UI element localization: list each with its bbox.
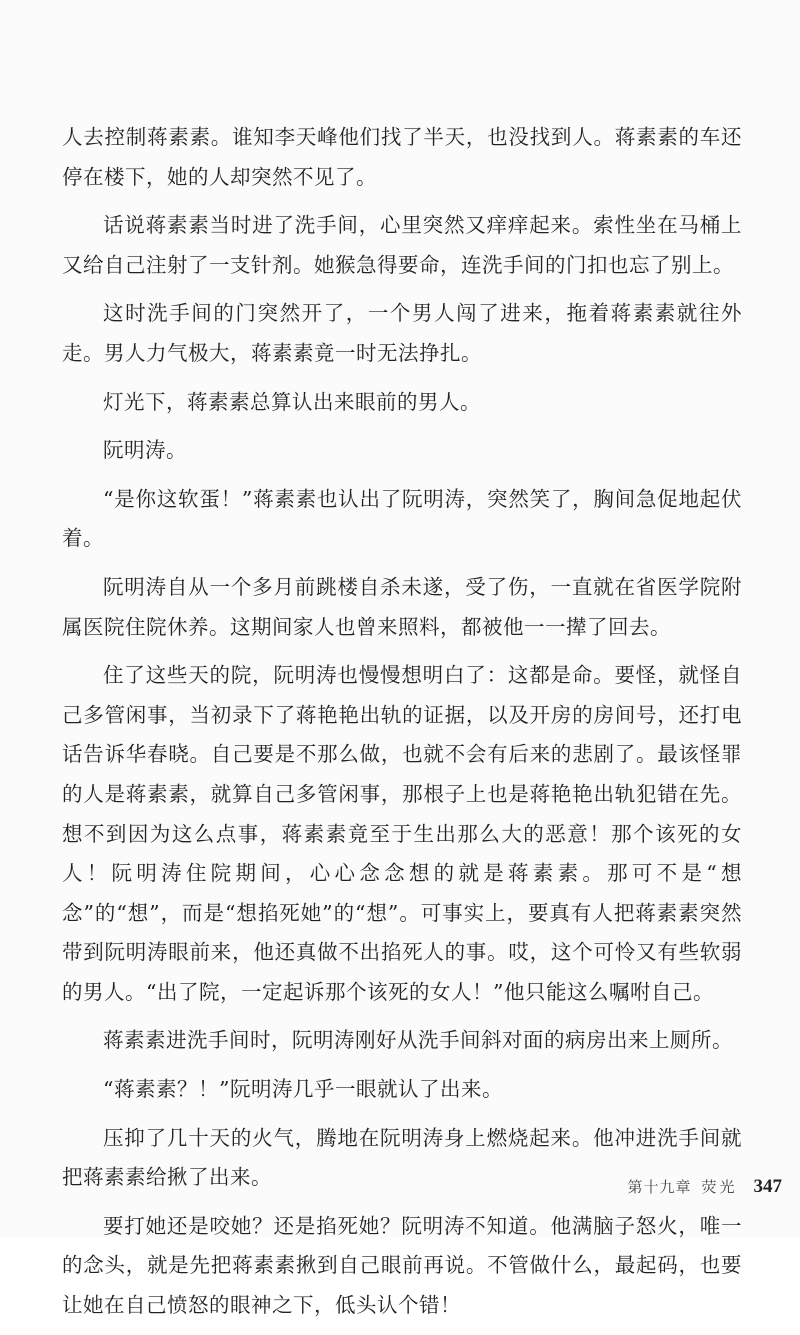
paragraph: 这时洗手间的门突然开了，一个男人闯了进来，拖着蒋素素就往外走。男人力气极大，蒋素素竟一时无法挣扎。 [62, 301, 742, 365]
body-text [62, 118, 742, 1335]
running-footer [627, 1176, 782, 1198]
paragraph: 阮明涛自从一个多月前跳楼自杀未遂，受了伤，一直就在省医学院附属医院住院休养。这期间家人也曾来照料，都被他一一撵了回去。 [62, 574, 742, 639]
paragraph: 话说蒋素素当时进了洗手间，心里突然又痒痒起来。索性坐在马桶上又给自己注射了一支针剂。她猴急得要命，连洗手间的门扣也忘了别上。 [62, 213, 742, 277]
paragraph: “是你这软蛋！”蒋素素也认出了阮明涛，突然笑了，胸间急促地起伏着。 [62, 486, 742, 551]
paragraph: 住了这些天的院，阮明涛也慢慢想明白了：这都是命。要怪，就怪自己多管闲事，当初录下了蒋艳艳出轨的证据，以及开房的房间号，还打电话告诉华春晓。自己要是不那么做，也就不会有后来的悲剧了。最该怪罪的人是蒋素素，就算自己多管闲事，那根子上也是蒋艳艳出轨犯错在先。想不到因为这么点事，蒋素素竟至于生出那么大的恶意！那个该死的女人！阮明涛住院期间，心心念念想的就是蒋素素。那可不是“想念”的“想”，而是“想掐死她”的“想”。可事实上，要真有人把蒋素素突然带到阮明涛眼前来，他还真做不出掐死人的事。哎，这个可怜又有些软弱的男人。“出了院，一定起诉那个该死的女人！”他只能这么嘱咐自己。 [62, 663, 742, 1004]
paragraph: 阮明涛。 [103, 438, 187, 463]
page-number: 347 [753, 1176, 782, 1197]
paragraph: 要打她还是咬她？还是掐死她？阮明涛不知道。他满脑子怒火，唯一的念头，就是先把蒋素素揪到自己眼前再说。不管做什么，最起码，也要让她在自己愤怒的眼神之下，低头认个错！ [62, 1213, 742, 1318]
paragraph: 压抑了几十天的火气，腾地在阮明涛身上燃烧起来。他冲进洗手间就把蒋素素给揪了出来。 [62, 1125, 742, 1190]
chapter-label: 第十九章 [627, 1178, 692, 1196]
section-title: 荧光 [701, 1178, 738, 1196]
paragraph: 蒋素素进洗手间时，阮明涛刚好从洗手间斜对面的病房出来上厕所。 [103, 1028, 733, 1053]
paragraph: “蒋素素？！”阮明涛几乎一眼就认了出来。 [103, 1077, 503, 1102]
paragraph-continuation: 人去控制蒋素素。谁知李天峰他们找了半天，也没找到人。蒋素素的车还停在楼下，她的人却突然不见了。 [62, 125, 742, 189]
paragraph: 灯光下，蒋素素总算认出来眼前的男人。 [103, 389, 481, 414]
